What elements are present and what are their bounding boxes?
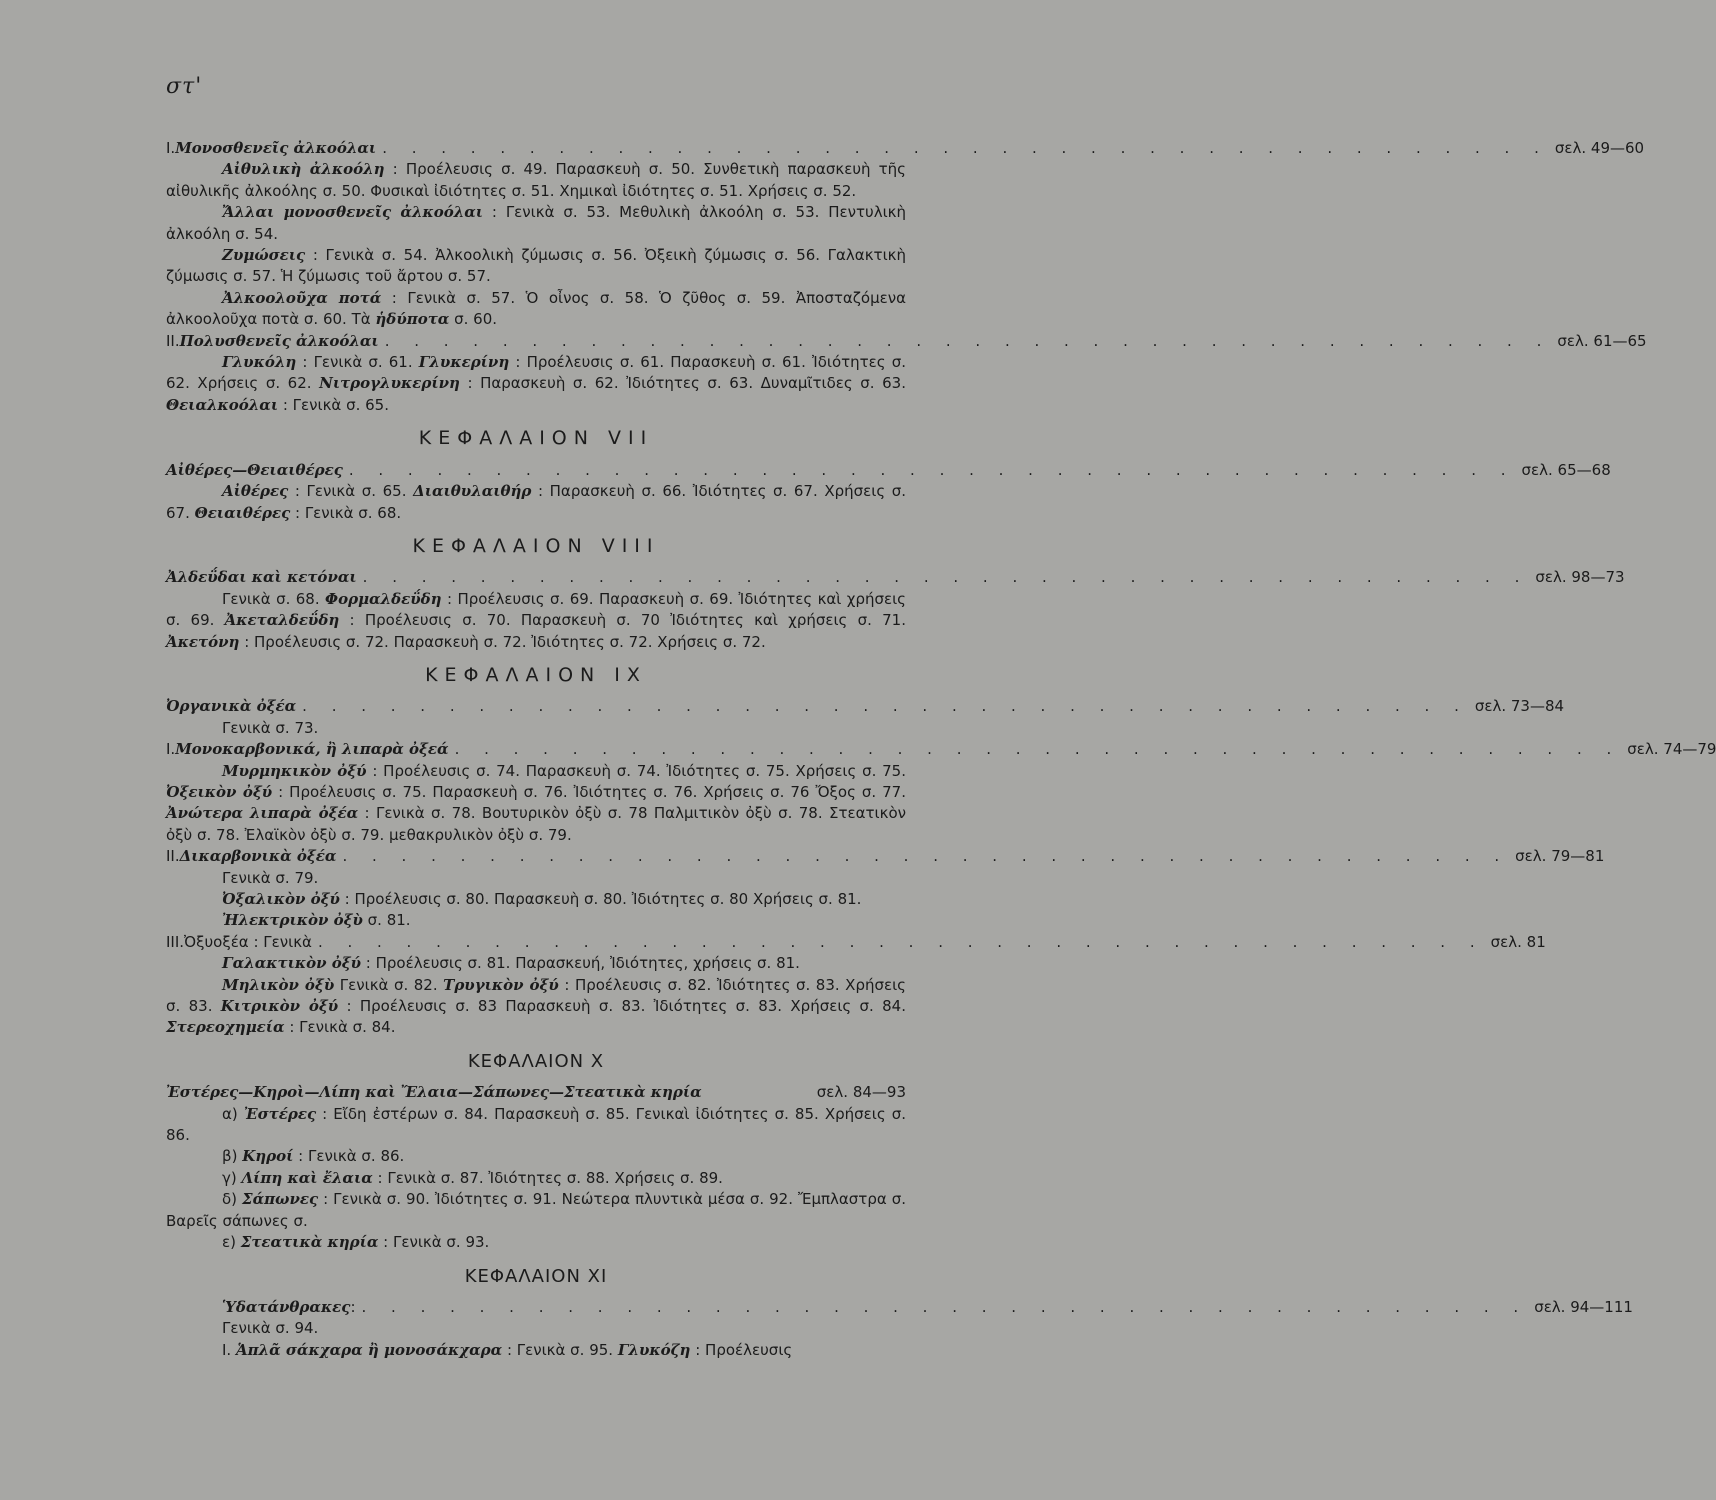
dot-leader: . . . . . . . . . . . . . . . . . . . . . . . . . . . . . . . . . . . . . . . . <box>362 568 1530 587</box>
subentry-text: Γενικὰ σ. 82. <box>334 975 444 994</box>
subentry-term: Αἰθέρες <box>222 482 289 501</box>
subentry-text: γ) <box>222 1168 242 1187</box>
subentry-text: : Προέλευσις σ. 61. Παρασκευὴ σ. 61. Ἰδιότητες σ. 62. Χρήσεις σ. 62. <box>166 353 907 393</box>
subentry-text: β) <box>222 1147 243 1166</box>
toc-section-entry <box>166 460 1611 481</box>
subentry-text: Γενικὰ σ. 94. <box>222 1319 319 1338</box>
toc-section-entry <box>166 331 1647 352</box>
subentry-text: : Προέλευσις σ. 72. Παρασκευὴ σ. 72. Ἰδιότητες σ. 72. Χρήσεις σ. 72. <box>239 632 766 651</box>
subentry-text: : Προέλευσις σ. 80. Παρασκευὴ σ. 80. Ἰδιότητες σ. 80 Χρήσεις σ. 81. <box>339 890 862 908</box>
subentry-text: : Προέλευσις σ. 74. Παρασκευὴ σ. 74. Ἰδιότητες σ. 75. Χρήσεις σ. 75. <box>366 761 906 780</box>
subentry-term: Ἀκεταλδεΰδη <box>224 611 340 630</box>
section-numeral: II. <box>166 331 180 350</box>
subentry-text: Γενικὰ σ. 73. <box>222 718 319 737</box>
subentry-term: ἡδύποτα <box>375 310 450 329</box>
subentry-term: Λίπη καὶ ἔλαια <box>241 1168 373 1187</box>
subentry-term: Γλυκερίνη <box>418 353 510 372</box>
section-title: Ὀργανικὰ ὀξέα <box>166 697 297 716</box>
subentry-text: : Γενικὰ σ. 86. <box>293 1147 405 1166</box>
section-numeral: I. <box>166 740 176 759</box>
subentry-term: Μηλικὸν ὀξὺ <box>222 975 335 994</box>
toc-subentry-paragraph <box>166 953 906 974</box>
subentry-term: Ζυμώσεις <box>222 246 306 265</box>
subentry-text: : Γενικὰ σ. 57. Ὁ οἶνος σ. 58. Ὁ ζῦθος σ. 59. Ἀποσταζόμενα ἀλκοολοῦχα ποτὰ σ. 60. Τὰ <box>166 288 906 329</box>
section-title: Δικαρβονικὰ ὀξέα <box>179 847 337 866</box>
page-reference: σελ. 79—81 <box>1515 847 1605 866</box>
subentry-text: : Γενικὰ σ. 93. <box>378 1233 490 1252</box>
toc-subentry-paragraph <box>166 288 906 331</box>
section-title-text: Ὀξυοξέα : Γενικὰ <box>184 932 312 951</box>
section-title: Μονοκαρβονικά, ἢ λιπαρὰ ὀξεά <box>175 740 449 759</box>
toc-section-entry <box>166 696 1565 717</box>
subentry-term: Σάπωνες <box>242 1190 319 1209</box>
page-reference: σελ. 65—68 <box>1521 460 1611 479</box>
section-title: Ἐστέρες—Κηροὶ—Λίπη καὶ Ἔλαια—Σάπωνες—Στεατικὰ κηρία <box>166 1083 702 1102</box>
toc-subentry-paragraph <box>166 889 906 910</box>
subentry-text: : Προέλευσις σ. 70. Παρασκευὴ σ. 70 Ἰδιότητες καὶ χρήσεις σ. 71. <box>339 611 906 630</box>
subentry-text: : Γενικὰ σ. 84. <box>284 1018 396 1037</box>
subentry-term: Στερεοχημεία <box>166 1018 285 1037</box>
dot-leader: . . . . . . . . . . . . . . . . . . . . . . . . . . . . . . . . . . . . . . . . <box>382 139 1549 157</box>
section-numeral: III. <box>166 932 185 951</box>
section-title: Ἀλδεΰδαι καὶ κετόναι <box>166 568 357 587</box>
section-numeral: I. <box>166 139 176 157</box>
subentry-text: : Γενικὰ σ. 68. <box>290 503 402 522</box>
toc-section-entry <box>166 1082 906 1103</box>
subentry-term: Διαιθυλαιθήρ <box>413 482 532 501</box>
toc-section-entry <box>166 1297 1633 1318</box>
table-of-contents <box>166 138 1716 1361</box>
subentry-term: Ἀκετόνη <box>166 632 240 651</box>
toc-section-entry <box>166 739 1716 760</box>
page-reference: σελ. 73—84 <box>1474 697 1565 716</box>
subentry-term: Κιτρικὸν ὀξύ <box>220 997 339 1016</box>
toc-section-entry <box>166 567 1625 588</box>
chapter-heading: ΚΕΦΑΛΑΙΟΝ IX <box>425 663 647 686</box>
subentry-term: Τρυγικὸν ὀξύ <box>443 975 559 994</box>
subentry-term: Ἀλκοολοῦχα ποτά <box>222 288 382 307</box>
subentry-term: Ἄλλαι μονοσθενεῖς ἀλκοόλαι <box>222 203 484 222</box>
section-title: Αἰθέρες—Θειαιθέρες <box>166 460 343 479</box>
toc-section-entry <box>166 932 1546 953</box>
subentry-text: : Γενικὰ σ. 87. Ἰδιότητες σ. 88. Χρήσεις σ. 89. <box>372 1168 723 1187</box>
subentry-text: : Γενικὰ σ. 61. <box>296 353 419 372</box>
toc-subentry-paragraph <box>166 975 906 1039</box>
toc-subentry-paragraph <box>166 1232 906 1253</box>
toc-subentry-paragraph <box>166 159 906 202</box>
chapter-heading: ΚΕΦΑΛΑΙΟΝ VII <box>418 427 654 450</box>
toc-subentry-paragraph <box>166 202 906 245</box>
section-title-text: : <box>350 1297 356 1316</box>
chapter-heading: ΚΕΦΑΛΑΙΟΝ VIII <box>412 534 660 557</box>
toc-subentry-paragraph <box>166 245 906 288</box>
chapter-heading: ΚΕΦΑΛΑΙΟΝ X <box>467 1050 605 1072</box>
subentry-term: Αἰθυλικὴ ἀλκοόλη <box>222 160 385 179</box>
subentry-term: Γαλακτικὸν ὀξύ <box>222 954 362 973</box>
dot-leader: . . . . . . . . . . . . . . . . . . . . . . . . . . . . . . . . . . . . . . . . <box>317 932 1485 951</box>
subentry-text: δ) <box>222 1190 243 1209</box>
subentry-text: σ. 81. <box>362 911 411 930</box>
subentry-text: ε) <box>222 1233 241 1252</box>
toc-subentry-paragraph <box>166 761 906 847</box>
section-title: Μονοσθενεῖς ἀλκοόλαι <box>175 139 377 157</box>
page-reference: σελ. 49—60 <box>1554 139 1645 157</box>
subentry-term: Θειαλκοόλαι <box>166 395 279 414</box>
toc-subentry-paragraph <box>166 1104 906 1147</box>
toc-subentry-paragraph <box>166 1189 906 1232</box>
subentry-text: : Προέλευσις <box>690 1340 793 1359</box>
section-title: Ὑδατάνθρακες <box>222 1297 351 1316</box>
section-numeral: II. <box>166 847 180 866</box>
subentry-text: : Γενικὰ σ. 54. Ἀλκοολικὴ ζύμωσις σ. 56. Ὀξεικὴ ζύμωσις σ. 56. Γαλακτικὴ ζύμωσις σ. 57. Ἡ ζύμωσις τοῦ ἄρτου σ. 57. <box>166 246 906 286</box>
dot-leader: . . . . . . . . . . . . . . . . . . . . . . . . . . . . . . . . . . . . . . . . <box>302 697 1469 716</box>
subentry-text: : Εἴδη ἐστέρων σ. 84. Παρασκευὴ σ. 85. Γενικαὶ ἰδιότητες σ. 85. Χρήσεις σ. 86. <box>166 1104 906 1145</box>
subentry-term: Στεατικὰ κηρία <box>240 1233 379 1252</box>
toc-subentry-paragraph <box>166 910 906 931</box>
subentry-term: Ἐστέρες <box>243 1104 317 1123</box>
subentry-text: : Προέλευσις σ. 83 Παρασκευὴ σ. 83. Ἰδιότητες σ. 83. Χρήσεις σ. 84. <box>338 997 906 1016</box>
page-reference: σελ. 61—65 <box>1557 331 1647 350</box>
toc-section-entry <box>166 138 1645 159</box>
subentry-term: Νιτρογλυκερίνη <box>319 374 460 393</box>
subentry-text: : Γενικὰ σ. 95. <box>502 1340 618 1359</box>
toc-subentry-paragraph <box>166 1318 906 1339</box>
subentry-text: : Προέλευσις σ. 75. Παρασκευὴ σ. 76. Ἰδιότητες σ. 76. Χρήσεις σ. 76 Ὄξος σ. 77. <box>272 782 906 801</box>
subentry-term: Φορμαλδεΰδη <box>325 589 442 608</box>
dot-leader: . . . . . . . . . . . . . . . . . . . . . . . . . . . . . . . . . . . . . . . . <box>342 847 1510 866</box>
page-reference: σελ. 98—73 <box>1535 568 1625 587</box>
subentry-text: : Προέλευσις σ. 81. Παρασκευή, Ἰδιότητες, χρήσεις σ. 81. <box>361 954 800 973</box>
subentry-text: : Παρασκευὴ σ. 66. Ἰδιότητες σ. 67. Χρήσεις σ. 67. <box>166 482 907 522</box>
dot-leader: . . . . . . . . . . . . . . . . . . . . . . . . . . . . . . . . . . . . . . . . <box>384 331 1552 350</box>
subentry-text: Γενικὰ σ. 68. <box>222 589 326 608</box>
page-reference: σελ. 74—79 <box>1627 740 1716 759</box>
subentry-term: Ὀξαλικὸν ὀξύ <box>222 890 340 908</box>
toc-subentry-paragraph <box>166 1146 906 1167</box>
toc-section-entry <box>166 846 1605 867</box>
subentry-text: : Προέλευσις σ. 49. Παρασκευὴ σ. 50. Συνθετικὴ παρασκευὴ τῆς αἰθυλικῆς ἀλκοόλης σ. 50. Φυσικαὶ ἰδιότητες σ. 51. Χημικαὶ ἰδιότητες σ. 51. Χρήσεις σ. 52. <box>166 160 906 200</box>
subentry-text: : Προέλευσις σ. 69. Παρασκευὴ σ. 69. Ἰδιότητες καὶ χρήσεις σ. 69. <box>166 589 906 630</box>
toc-subentry-paragraph <box>166 481 906 524</box>
subentry-term: Θειαιθέρες <box>194 503 291 522</box>
dot-leader: . . . . . . . . . . . . . . . . . . . . . . . . . . . . . . . . . . . . . . . . <box>348 460 1516 479</box>
subentry-text: : Γενικὰ σ. 78. Βουτυρικὸν ὀξὺ σ. 78 Παλμιτικὸν ὀξὺ σ. 78. Στεατικὸν ὀξὺ σ. 78. Ἐλαϊκὸν ὀξὺ σ. 79. μεθακρυλικὸν ὀξὺ σ. 79. <box>166 804 906 844</box>
subentry-term: Γλυκόλη <box>222 353 297 372</box>
subentry-term: Ὀξεικὸν ὀξύ <box>166 782 273 801</box>
subentry-text: σ. 60. <box>449 310 498 329</box>
page-reference: σελ. 94—111 <box>1534 1297 1633 1316</box>
subentry-text: Γενικὰ σ. 79. <box>222 868 319 887</box>
subentry-text: : Προέλευσις σ. 82. Ἰδιότητες σ. 83. Χρήσεις σ. 83. <box>166 975 906 1016</box>
toc-subentry-paragraph <box>166 868 906 889</box>
page-number: στ' <box>166 74 203 99</box>
subentry-text: : Γενικὰ σ. 90. Ἰδιότητες σ. 91. Νεώτερα πλυντικὰ μέσα σ. 92. Ἔμπλαστρα σ. Βαρεῖς σάπωνες σ. <box>166 1190 906 1230</box>
toc-subentry-paragraph <box>166 1340 906 1361</box>
subentry-text: : Γενικὰ σ. 65. <box>288 482 414 501</box>
dot-leader: . . . . . . . . . . . . . . . . . . . . . . . . . . . . . . . . . . . . . . . . <box>361 1297 1529 1316</box>
chapter-heading: ΚΕΦΑΛΑΙΟΝ XI <box>464 1265 608 1287</box>
section-title: Πολυσθενεῖς ἀλκοόλαι <box>179 331 379 350</box>
subentry-text: α) <box>222 1104 244 1123</box>
subentry-term: Μυρμηκικὸν ὀξύ <box>222 761 367 780</box>
subentry-text: : Γενικὰ σ. 65. <box>278 395 389 414</box>
subentry-text: I. <box>222 1340 236 1359</box>
dot-leader: . . . . . . . . . . . . . . . . . . . . . . . . . . . . . . . . . . . . . . . . <box>454 740 1622 759</box>
toc-subentry-paragraph <box>166 352 906 416</box>
page-reference: σελ. 81 <box>1490 932 1546 951</box>
toc-subentry-paragraph <box>166 718 906 739</box>
page-reference: σελ. 84—93 <box>816 1083 906 1102</box>
toc-subentry-paragraph <box>166 1168 906 1189</box>
subentry-term: Κηροί <box>242 1147 294 1166</box>
subentry-text: : Παρασκευὴ σ. 62. Ἰδιότητες σ. 63. Δυναμῖτιδες σ. 63. <box>459 374 906 393</box>
subentry-text: : Γενικὰ σ. 53. Μεθυλικὴ ἀλκοόλη σ. 53. Πεντυλικὴ ἀλκοόλη σ. 54. <box>166 203 907 243</box>
subentry-term: Γλυκόζη <box>617 1340 691 1359</box>
subentry-term: Ἠλεκτρικὸν ὀξὺ <box>222 911 363 930</box>
toc-subentry-paragraph <box>166 589 906 653</box>
subentry-term: Ἀνώτερα λιπαρὰ ὀξέα <box>166 804 359 823</box>
subentry-term: Ἁπλᾶ σάκχαρα ἢ μονοσάκχαρα <box>235 1340 503 1359</box>
